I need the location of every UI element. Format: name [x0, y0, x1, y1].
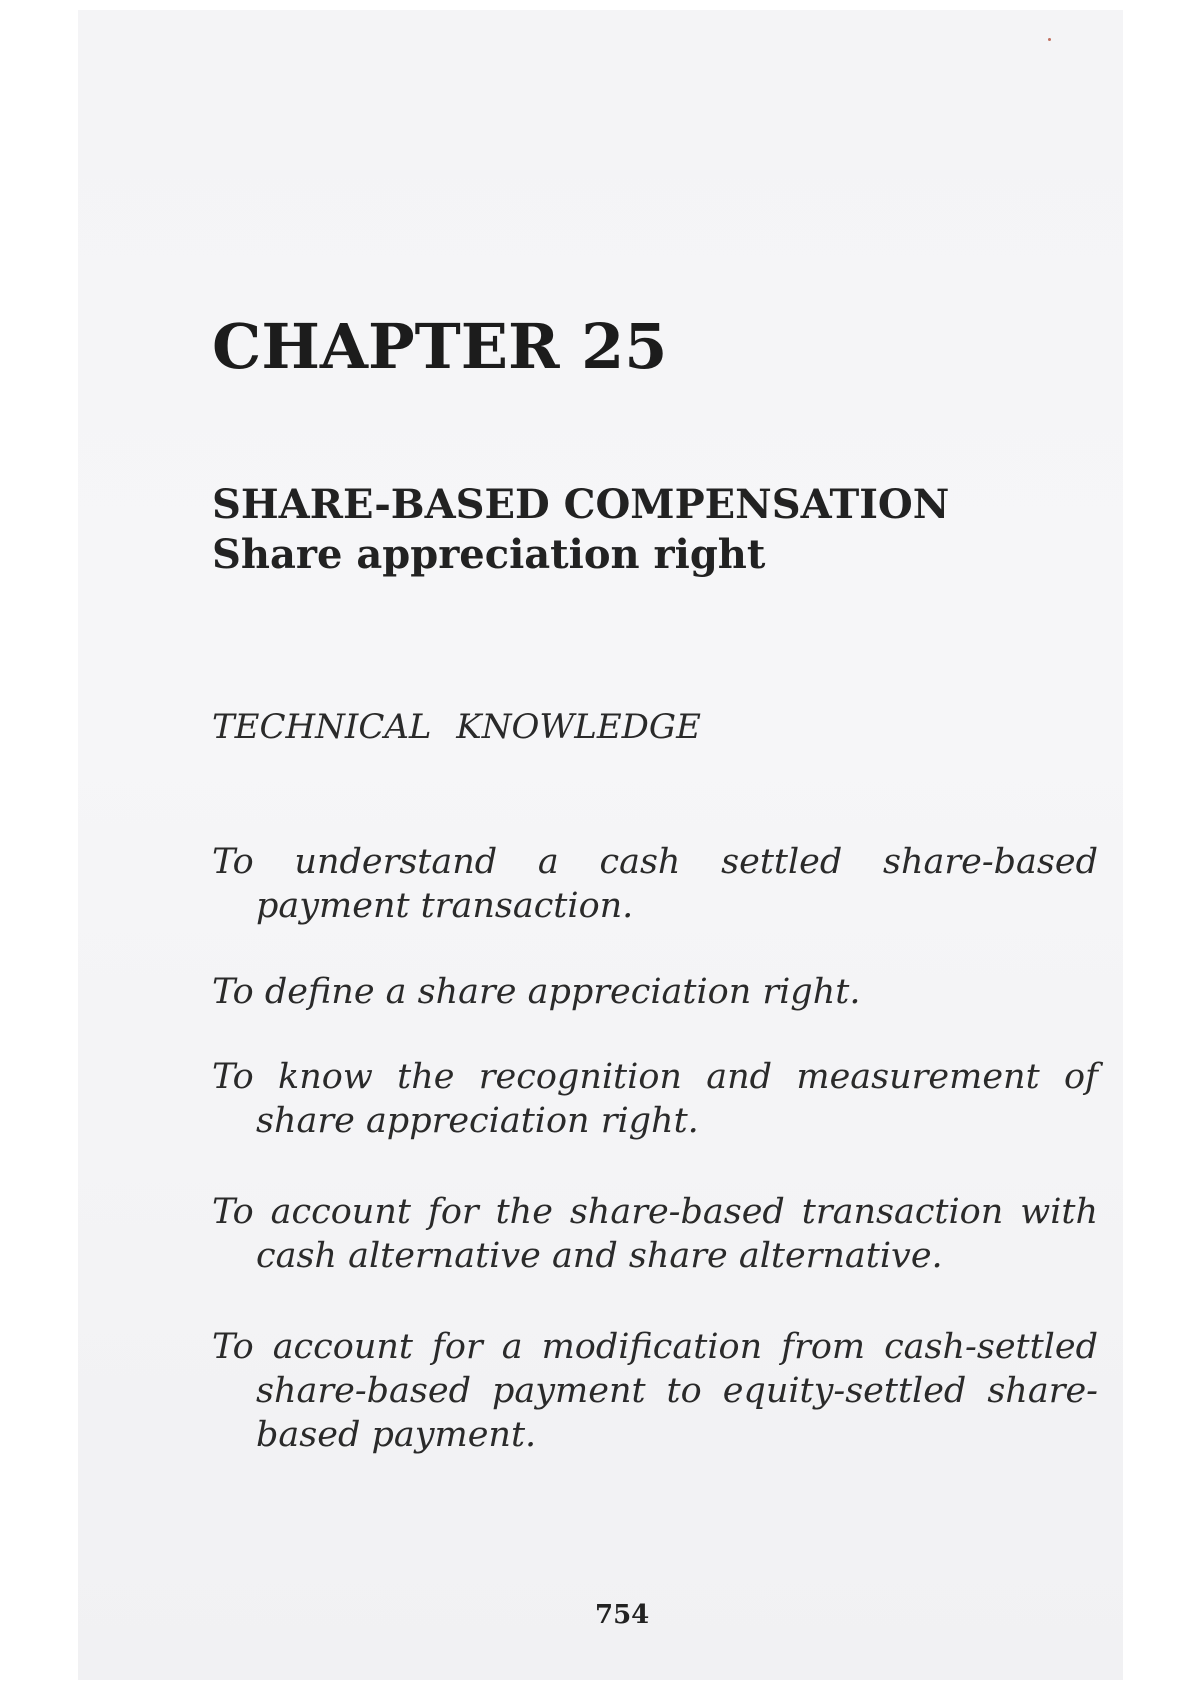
objective-item: To define a share appreciation right.: [212, 972, 861, 1012]
objective-item: To account for the share-based transaction with cash alternative and share alternative.: [212, 1192, 1098, 1276]
objective-item: To understand a cash settled share-based payment transaction.: [212, 842, 1098, 926]
objective-item: To account for a modification from cash-settled share-based payment to equity-settled share-based payment.: [212, 1327, 1098, 1455]
chapter-title: CHAPTER 25: [212, 310, 668, 383]
subtopic-title: Share appreciation right: [212, 531, 766, 578]
subject-title: SHARE-BASED COMPENSATION: [212, 481, 950, 528]
section-heading: TECHNICAL KNOWLEDGE: [212, 707, 701, 747]
page-number: 754: [595, 1600, 650, 1630]
objective-item: To know the recognition and measurement of share appreciation right.: [212, 1057, 1098, 1141]
scan-speck: [1048, 38, 1051, 41]
